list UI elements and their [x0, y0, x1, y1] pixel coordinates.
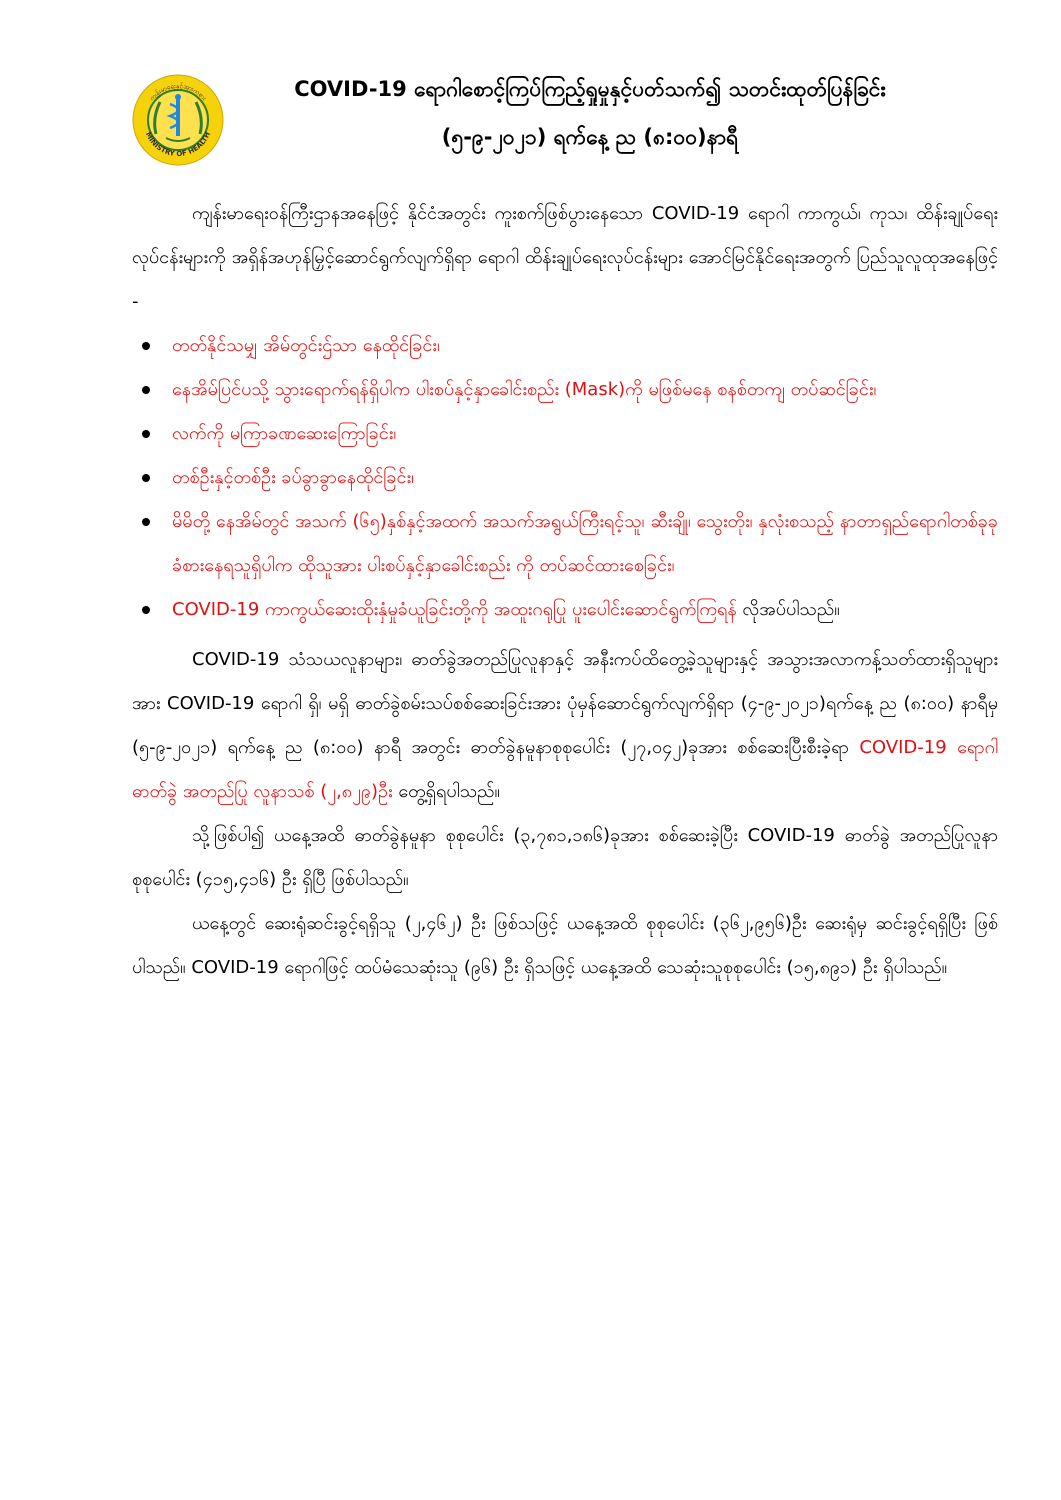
new-cases-highlight: COVID-19 ရောဂါ ဓာတ်ခွဲ အတည်ပြု လူနာသစ် (၂,၈၂၉)ဦး [132, 737, 998, 802]
advice-item [132, 588, 998, 632]
tests-text: COVID-19 သံသယလူနာများ၊ ဓာတ်ခွဲအတည်ပြုလူနာနှင့် အနီးကပ်ထိတွေ့ခဲ့သူများနှင့် အသွားအလာကန့်သတ်ထားရှိသူများအား COVID-19 ရောဂါ ရှိ၊ မရှိ ဓာတ်ခွဲစမ်းသပ်စစ်ဆေးခြင်းအား ပုံမှန်ဆောင်ရွက်လျက်ရှိရာ (၄-၉-၂၀၂၁)ရက်နေ့ ည (၈:၀၀) နာရီမှ (၅-၉-၂၀၂၁) ရက်နေ့ ည (၈:၀၀) နာရီ အတွင်း ဓာတ်ခွဲနမူနာစုစုပေါင်း (၂၇,၀၄၂)ခုအား စစ်ဆေးပြီးစီးခဲ့ရာ [132, 649, 998, 758]
intro-paragraph: ကျန်းမာရေးဝန်ကြီးဌာနအနေဖြင့် နိုင်ငံအတွင်း ကူးစက်ဖြစ်ပွားနေသော COVID-19 ရောဂါ ကာကွယ်၊ ကုသ၊ ထိန်းချုပ်ရေးလုပ်ငန်းများကို အရှိန်အဟုန်မြှင့်ဆောင်ရွက်လျက်ရှိရာ ရောဂါ ထိန်းချုပ်ရေးလုပ်ငန်းများ အောင်မြင်နိုင်ရေးအတွက် ပြည်သူလူထုအနေဖြင့် - [132, 203, 998, 312]
document-body [132, 192, 998, 990]
bullet-icon [142, 386, 150, 394]
bullet-icon [142, 518, 150, 526]
total-paragraph: သို့ဖြစ်ပါ၍ ယနေ့အထိ ဓာတ်ခွဲနမူနာ စုစုပေါင်း (၃,၇၈၁,၁၈၆)ခုအား စစ်ဆေးခဲ့ပြီး COVID-19 ဓာတ်ခွဲ အတည်ပြုလူနာ စုစုပေါင်း (၄၁၅,၄၁၆) ဦး ရှိပြီ ဖြစ်ပါသည်။ [132, 825, 998, 890]
advice-text: လက်ကို မကြာခဏဆေးကြောခြင်း၊ [172, 423, 397, 444]
recovery-paragraph: ယနေ့တွင် ဆေးရုံဆင်းခွင့်ရရှိသူ (၂,၄၆၂) ဦး ဖြစ်သဖြင့် ယနေ့အထိ စုစုပေါင်း (၃၆၂,၉၅၆)ဦး ဆေးရုံမှ ဆင်းခွင့်ရရှိပြီး ဖြစ်ပါသည်။ COVID-19 ရောဂါဖြင့် ထပ်မံသေဆုံးသူ (၉၆) ဦး ရှိသဖြင့် ယနေ့အထိ သေဆုံးသူစုစုပေါင်း (၁၅,၈၉၁) ဦး ရှိပါသည်။ [132, 913, 998, 978]
bullet-icon [142, 430, 150, 438]
tests-text-tail: တွေ့ရှိရပါသည်။ [392, 781, 500, 802]
advice-text: နေအိမ်ပြင်ပသို့ သွားရောက်ရန်ရှိပါက ပါးစပ်နှင့်နှာခေါင်းစည်း (Mask)ကို မဖြစ်မနေ စနစ်တကျ တပ်ဆင်ခြင်း၊ [172, 379, 877, 400]
bullet-icon [142, 474, 150, 482]
advice-text: မိမိတို့ နေအိမ်တွင် အသက် (၆၅)နှစ်နှင့်အထက် အသက်အရွယ်ကြီးရင့်သူ၊ ဆီးချို၊ သွေးတိုး၊ နှလုံးစသည့် နာတာရှည်ရောဂါတစ်ခုခု ခံစားနေရသူရှိပါက ထိုသူအား ပါးစပ်နှင့်နှာခေါင်းစည်း ကို တပ်ဆင်ထားစေခြင်း၊ [172, 511, 998, 576]
advice-item [132, 412, 998, 456]
logo-text-top: ကျန်းမာရေးနှင့်အားကစား [147, 81, 209, 103]
advice-item [132, 500, 998, 588]
advice-text: တစ်ဦးနှင့်တစ်ဦး ခပ်ခွာခွာနေထိုင်ခြင်း၊ [172, 467, 414, 488]
report-datetime: (၅-၉-၂၀၂၁) ရက်နေ့ ည (၈:၀၀)နာရီ [441, 125, 739, 149]
bullet-icon [142, 606, 150, 614]
advice-item [132, 368, 998, 412]
advice-item [132, 324, 998, 368]
header [240, 72, 940, 154]
advice-text: COVID-19 ကာကွယ်ဆေးထိုးနှံမှုခံယူခြင်းတို့ကို အထူးဂရုပြု ပူးပေါင်းဆောင်ရွက်ကြရန် [172, 599, 737, 620]
bullet-icon [142, 342, 150, 350]
ministry-of-health-logo [132, 74, 224, 166]
advice-text-tail: လိုအပ်ပါသည်။ [736, 599, 840, 620]
advice-item [132, 456, 998, 500]
advice-list [132, 324, 998, 632]
advice-text: တတ်နိုင်သမျှ အိမ်တွင်းဌ်သာ နေထိုင်ခြင်း၊ [172, 335, 440, 356]
logo-text-bottom: MINISTRY OF HEALTH [143, 130, 213, 159]
page-title: COVID-19 ရောဂါစောင့်ကြပ်ကြည့်ရှုမှုနှင့်ပတ်သက်၍ သတင်းထုတ်ပြန်ခြင်း [294, 77, 886, 101]
tests-paragraph [132, 638, 998, 814]
